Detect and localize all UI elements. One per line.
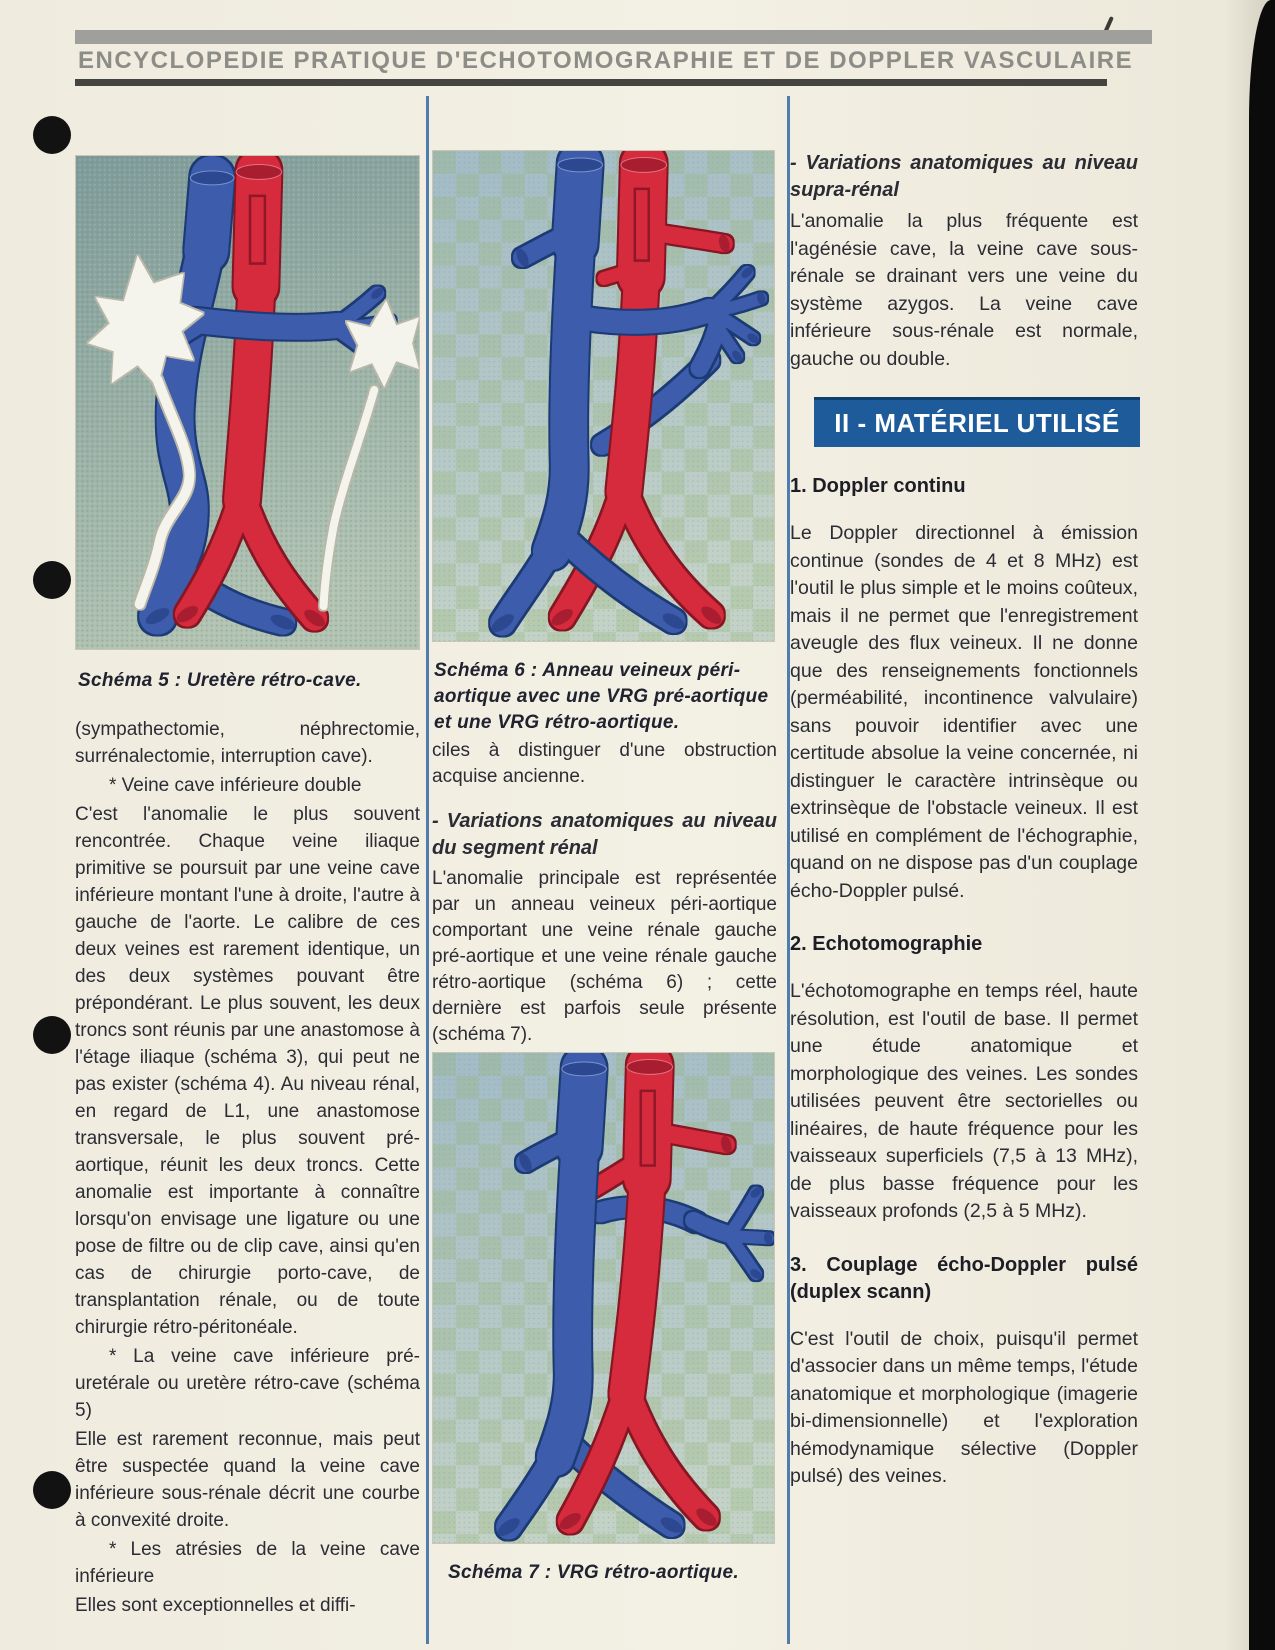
paragraph: * La veine cave inférieure pré-uretérale ou uretère rétro-cave (schéma 5) (75, 1346, 420, 1421)
header-rule-bottom (75, 79, 1107, 86)
subheading-segment-renal: - Variations anatomiques au niveau du segment rénal (432, 810, 777, 859)
figure-caption: Schéma 7 : VRG rétro-aortique. (448, 1562, 739, 1583)
paragraph: C'est l'outil de choix, puisqu'il permet d'associer dans un même temps, l'étude anatomique et morphologique (imagerie bi-dimensionnelle) et l'exploration hémodynamique sélective (Doppler pulsé) des veines. (790, 1327, 1138, 1487)
paragraph: (sympathectomie, néphrectomie, surrénalectomie, interruption cave). (75, 719, 420, 767)
figure-caption: Schéma 5 : Uretère rétro-cave. (78, 670, 362, 691)
paragraph: L'échotomographe en temps réel, haute résolution, est l'outil de base. Il permet une étude anatomique et morphologique des veines. Les sondes utilisées peuvent être sectorielles ou linéaires, de haute fréquence pour les vaisseaux superficiels (7,5 à 13 MHz), de plus basse fréquence pour les vaisseaux profonds (2,5 à 5 MHz). (790, 980, 1138, 1222)
scan-edge-shadow (1249, 0, 1275, 1650)
section-heading-echotomographie: 2. Echotomographie (790, 933, 983, 955)
subheading-supra-renal: - Variations anatomiques au niveau supra-rénal (790, 152, 1138, 201)
paragraph: C'est l'anomalie le plus souvent rencontrée. Chaque veine iliaque primitive se poursuit par une veine cave inférieure montant l'une à droite, l'autre à gauche de l'aorte. Le calibre de ces deux veines est rarement identique, un des deux systèmes pouvant être prépondérant. Le plus souvent, les deux troncs sont réunis par une anastomose à l'étage iliaque (schéma 3), qui peut ne pas exister (schéma 4). Au niveau rénal, en regard de L1, une anastomose transversale, le plus souvent pré-aortique, réunit les deux troncs. Cette anomalie est importante à connaître lorsqu'on envisage une ligature ou une pose de filtre ou de clip cave, ainsi qu'en cas de chirurgie porto-cave, de transplantation rénale, ou de toute chirurgie rétro-péritonéale. (75, 804, 420, 1338)
paragraph: ciles à distinguer d'une obstruction acquise ancienne. (432, 740, 777, 787)
figure-schema7 (432, 1052, 775, 1544)
paragraph: * Les atrésies de la veine cave inférieure (75, 1539, 420, 1587)
right-column-text (790, 150, 1138, 1493)
binder-hole (33, 561, 71, 599)
paragraph: Le Doppler directionnel à émission continue (sondes de 4 et 8 MHz) est l'outil le plus simple et le moins coûteux, mais il ne permet que l'enregistrement aveugle des flux veineux. Il ne donne que des renseignements fonctionnels (perméabilité, incontinence valvulaire) sans pouvoir identifier avec une certitude absolue la veine concernée, ni distinguer le caractère intrinsèque ou extrinsèque de l'obstacle veineux. Il est utilisé en complément de l'échographie, quand on ne dispose pas d'un couplage écho-Doppler pulsé. (790, 522, 1138, 902)
paragraph: L'anomalie la plus fréquente est l'agénésie cave, la veine cave sous-rénale se drainant vers une veine du système azygos. La veine cave inférieure sous-rénale est normale, gauche ou double. (790, 210, 1138, 370)
figure-caption: Schéma 6 : Anneau veineux péri-aortique avec une VRG pré-aortique et une VRG rétro-aortique. (434, 660, 769, 733)
section-banner-materiel: II - MATÉRIEL UTILISÉ (814, 397, 1140, 447)
paragraph: Elle est rarement reconnue, mais peut être suspectée quand la veine cave inférieure sous-rénale décrit une courbe à convexité droite. (75, 1429, 420, 1531)
figure-schema6 (432, 150, 775, 642)
schema6-illustration (433, 151, 774, 641)
middle-column-text (432, 738, 777, 1050)
schema7-illustration (433, 1053, 774, 1543)
binder-hole (33, 1016, 71, 1054)
page-header-title: ENCYCLOPEDIE PRATIQUE D'ECHOTOMOGRAPHIE ET DE DOPPLER VASCULAIRE (78, 47, 1134, 74)
section-heading-doppler-continu: 1. Doppler continu (790, 475, 966, 497)
column-separator (426, 96, 429, 1644)
binder-hole (33, 1471, 71, 1509)
binder-hole (33, 116, 71, 154)
schema5-illustration (76, 156, 419, 649)
left-column-text (75, 716, 420, 1621)
paragraph: Elles sont exceptionnelles et diffi- (75, 1595, 356, 1616)
figure-schema5 (75, 155, 420, 650)
paragraph: L'anomalie principale est représentée par un anneau veineux péri-aortique comportant une veine rénale gauche pré-aortique et une veine rénale gauche rétro-aortique (schéma 6) ; cette dernière est parfois seule présente (schéma 7). (432, 868, 777, 1045)
header-rule-top (75, 30, 1152, 44)
paragraph: * Veine cave inférieure double (109, 775, 362, 796)
section-heading-couplage: 3. Couplage écho-Doppler pulsé (duplex scann) (790, 1253, 1138, 1303)
